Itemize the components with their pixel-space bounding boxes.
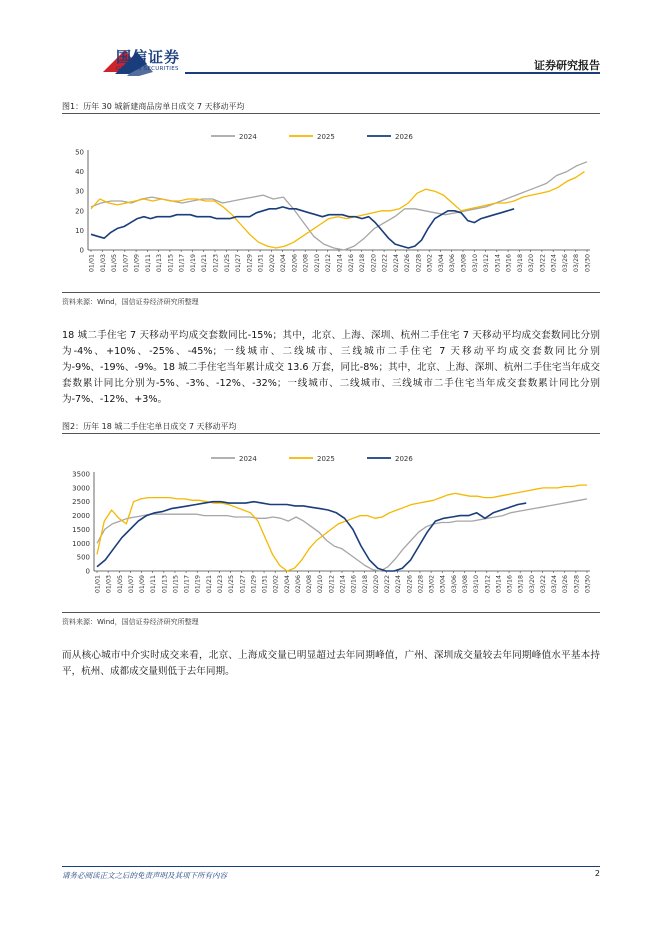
x-tick-label: 01/13 <box>156 254 164 273</box>
y-tick-label: 500 <box>76 553 90 562</box>
figure2-title: 图2：历年 18 城二手住宅单日成交 7 天移动平均 <box>62 422 237 431</box>
x-tick-label: 03/12 <box>483 254 491 273</box>
y-tick-label: 0 <box>85 567 90 576</box>
x-tick-label: 03/16 <box>505 254 513 273</box>
legend-label-2026: 2026 <box>395 133 413 141</box>
y-tick-label: 3500 <box>72 470 90 479</box>
y-tick-label: 2500 <box>72 498 90 507</box>
x-tick-label: 02/06 <box>291 254 299 273</box>
x-tick-label: 01/13 <box>161 575 169 594</box>
footer-divider <box>62 866 600 867</box>
footer-disclaimer: 请务必阅读正文之后的免责声明及其项下所有内容 <box>62 871 227 880</box>
x-tick-label: 03/28 <box>573 254 581 273</box>
x-tick-label: 03/14 <box>495 575 503 594</box>
x-tick-label: 03/08 <box>462 575 469 594</box>
x-tick-label: 03/22 <box>539 254 547 273</box>
x-tick-label: 03/04 <box>437 254 445 273</box>
x-tick-label: 02/04 <box>280 254 288 273</box>
x-tick-label: 01/07 <box>127 575 135 594</box>
x-tick-label: 01/17 <box>178 254 186 273</box>
figure1-top-rule <box>62 113 600 114</box>
figure1-chart <box>62 124 600 290</box>
series-line-2024 <box>97 499 587 571</box>
x-tick-label: 03/24 <box>550 254 558 273</box>
legend-label-2025: 2025 <box>317 133 335 141</box>
x-tick-label: 02/18 <box>359 254 367 273</box>
x-tick-label: 01/09 <box>133 254 141 273</box>
x-tick-label: 02/14 <box>339 575 347 594</box>
x-tick-label: 03/04 <box>439 575 447 594</box>
x-tick-label: 03/22 <box>539 575 547 594</box>
x-tick-label: 03/08 <box>460 254 468 273</box>
x-tick-label: 03/18 <box>516 254 524 273</box>
x-tick-label: 02/08 <box>302 254 310 273</box>
x-tick-label: 03/02 <box>426 254 434 273</box>
x-tick-label: 01/01 <box>94 575 102 594</box>
x-tick-label: 03/10 <box>473 575 481 594</box>
x-tick-label: 01/19 <box>194 575 202 594</box>
x-tick-label: 02/24 <box>392 254 400 273</box>
x-tick-label: 03/30 <box>584 254 592 273</box>
x-tick-label: 03/24 <box>551 575 559 594</box>
figure1-title: 图1：历年 30 城新建商品房单日成交 7 天移动平均 <box>62 102 245 111</box>
y-axis <box>75 149 88 255</box>
figure2-top-rule <box>62 433 600 434</box>
y-tick-label: 1000 <box>72 539 90 548</box>
x-tick-label: 02/08 <box>306 575 314 594</box>
x-tick-label: 01/19 <box>189 254 197 273</box>
x-tick-label: 02/16 <box>347 254 355 273</box>
x-tick-label: 01/29 <box>250 575 258 594</box>
x-tick-label: 02/20 <box>372 575 380 594</box>
header-divider <box>185 72 600 74</box>
x-tick-label: 01/11 <box>144 254 152 273</box>
y-tick-label: 2000 <box>72 512 90 521</box>
x-tick-label: 01/03 <box>105 575 113 594</box>
x-tick-label: 01/31 <box>257 254 265 273</box>
paragraph-core-cities: 而从核心城市中介实时成交来看，北京、上海成交量已明显超过去年同期峰值，广州、深圳成交量较去年同期峰值水平基本持平，杭州、成都成交量则低于去年同期。 <box>62 650 600 677</box>
x-tick-label: 03/06 <box>450 575 458 594</box>
y-tick-label: 20 <box>75 207 84 216</box>
y-tick-label: 3000 <box>72 484 90 493</box>
x-tick-label: 02/02 <box>272 575 280 594</box>
x-tick-label: 01/21 <box>201 254 209 273</box>
x-tick-label: 02/12 <box>325 254 333 273</box>
y-axis <box>72 471 94 576</box>
figure1-bottom-rule <box>62 292 600 293</box>
x-tick-label: 01/25 <box>223 254 231 273</box>
x-tick-label: 02/02 <box>268 254 276 273</box>
x-tick-label: 03/06 <box>449 254 457 273</box>
company-name-en: GUOSEN SECURITIES <box>116 66 179 72</box>
x-tick-label: 02/26 <box>406 575 414 594</box>
figure2-bottom-rule <box>62 612 600 613</box>
chart-legend <box>211 455 413 463</box>
report-type-label: 证券研究报告 <box>534 59 600 72</box>
x-tick-label: 02/24 <box>395 575 403 594</box>
x-tick-label: 01/27 <box>235 254 243 273</box>
x-tick-label: 02/16 <box>350 575 358 594</box>
x-tick-label: 03/26 <box>562 575 570 594</box>
y-tick-label: 50 <box>75 148 84 157</box>
x-tick-label: 03/10 <box>471 254 479 273</box>
figure2-source: 资料来源：Wind，国信证券经济研究所整理 <box>62 618 199 626</box>
x-tick-label: 02/06 <box>294 575 302 594</box>
x-tick-label: 02/10 <box>317 575 325 594</box>
x-tick-label: 02/28 <box>417 575 425 594</box>
x-tick-label: 02/14 <box>336 254 344 273</box>
x-tick-label: 03/30 <box>584 575 592 594</box>
x-tick-label: 02/10 <box>313 254 321 273</box>
figure2-chart <box>62 446 600 611</box>
x-tick-label: 02/22 <box>384 575 392 594</box>
x-tick-label: 01/31 <box>261 575 269 594</box>
x-tick-label: 03/16 <box>506 575 514 594</box>
legend-label-2024: 2024 <box>239 133 257 141</box>
x-tick-label: 01/15 <box>172 575 180 594</box>
x-tick-label: 02/04 <box>283 575 291 594</box>
y-tick-label: 30 <box>75 187 84 196</box>
x-tick-label: 02/22 <box>381 254 389 273</box>
company-name-cn: 国信证券 <box>116 48 181 66</box>
x-tick-label: 01/21 <box>205 575 213 594</box>
x-tick-label: 01/05 <box>111 254 119 273</box>
x-tick-label: 01/05 <box>116 575 124 594</box>
x-tick-label: 03/02 <box>428 575 436 594</box>
x-tick-label: 03/20 <box>528 575 536 594</box>
x-tick-label: 02/18 <box>361 575 369 594</box>
x-tick-label: 01/01 <box>88 254 96 273</box>
paragraph-resale-housing: 18 城二手住宅 7 天移动平均成交套数同比-15%；其中，北京、上海、深圳、杭州二手住宅 7 天移动平均成交套数同比分别为-4%、+10%、-25%、-45%；一线城市、二线城市、三线城市二手住宅 7 天移动平均成交套数同比分别为-9%、-19%、-9%。18 城二手住宅当年累计成交 13.6 万套，同比-8%；其中，北京、上海、深圳、杭州二手住宅当年成交套数累计同比分别为-5%、-3%、-12%、-32%；一线城市、二线城市、三线城市二手住宅当年成交套数累计同比分别为-7%、-12%、+3%。 <box>62 330 600 405</box>
y-tick-label: 10 <box>75 226 84 235</box>
x-tick-label: 01/23 <box>217 575 224 594</box>
x-axis <box>88 250 592 272</box>
legend-label-2024: 2024 <box>239 455 257 463</box>
x-tick-label: 02/26 <box>404 254 412 273</box>
page-number: 2 <box>594 869 600 878</box>
x-tick-label: 01/07 <box>122 254 130 273</box>
y-tick-label: 1500 <box>72 525 90 534</box>
legend-label-2025: 2025 <box>317 455 335 463</box>
x-tick-label: 03/20 <box>528 254 536 273</box>
x-tick-label: 03/12 <box>484 575 492 594</box>
x-tick-label: 01/09 <box>139 575 147 594</box>
x-tick-label: 01/27 <box>239 575 247 594</box>
x-tick-label: 01/15 <box>167 254 175 273</box>
x-tick-label: 01/23 <box>212 254 220 273</box>
x-tick-label: 03/28 <box>573 575 581 594</box>
series-line-2024 <box>91 162 587 250</box>
series-line-2026 <box>97 502 526 571</box>
x-tick-label: 01/25 <box>228 575 236 594</box>
legend-label-2026: 2026 <box>395 455 413 463</box>
series-line-2025 <box>97 485 587 571</box>
x-tick-label: 01/03 <box>99 254 107 273</box>
figure1-source: 资料来源：Wind，国信证券经济研究所整理 <box>62 298 199 306</box>
y-tick-label: 0 <box>79 246 84 255</box>
chart-legend <box>211 133 413 141</box>
x-tick-label: 01/17 <box>183 575 191 594</box>
y-tick-label: 40 <box>75 168 84 177</box>
x-tick-label: 03/26 <box>561 254 569 273</box>
x-axis <box>94 571 592 593</box>
x-tick-label: 01/11 <box>150 575 158 594</box>
x-tick-label: 03/18 <box>517 575 525 594</box>
x-tick-label: 02/20 <box>370 254 378 273</box>
x-tick-label: 01/29 <box>246 254 254 273</box>
x-tick-label: 03/14 <box>494 254 502 273</box>
x-tick-label: 02/12 <box>328 575 336 594</box>
x-tick-label: 02/28 <box>415 254 423 273</box>
